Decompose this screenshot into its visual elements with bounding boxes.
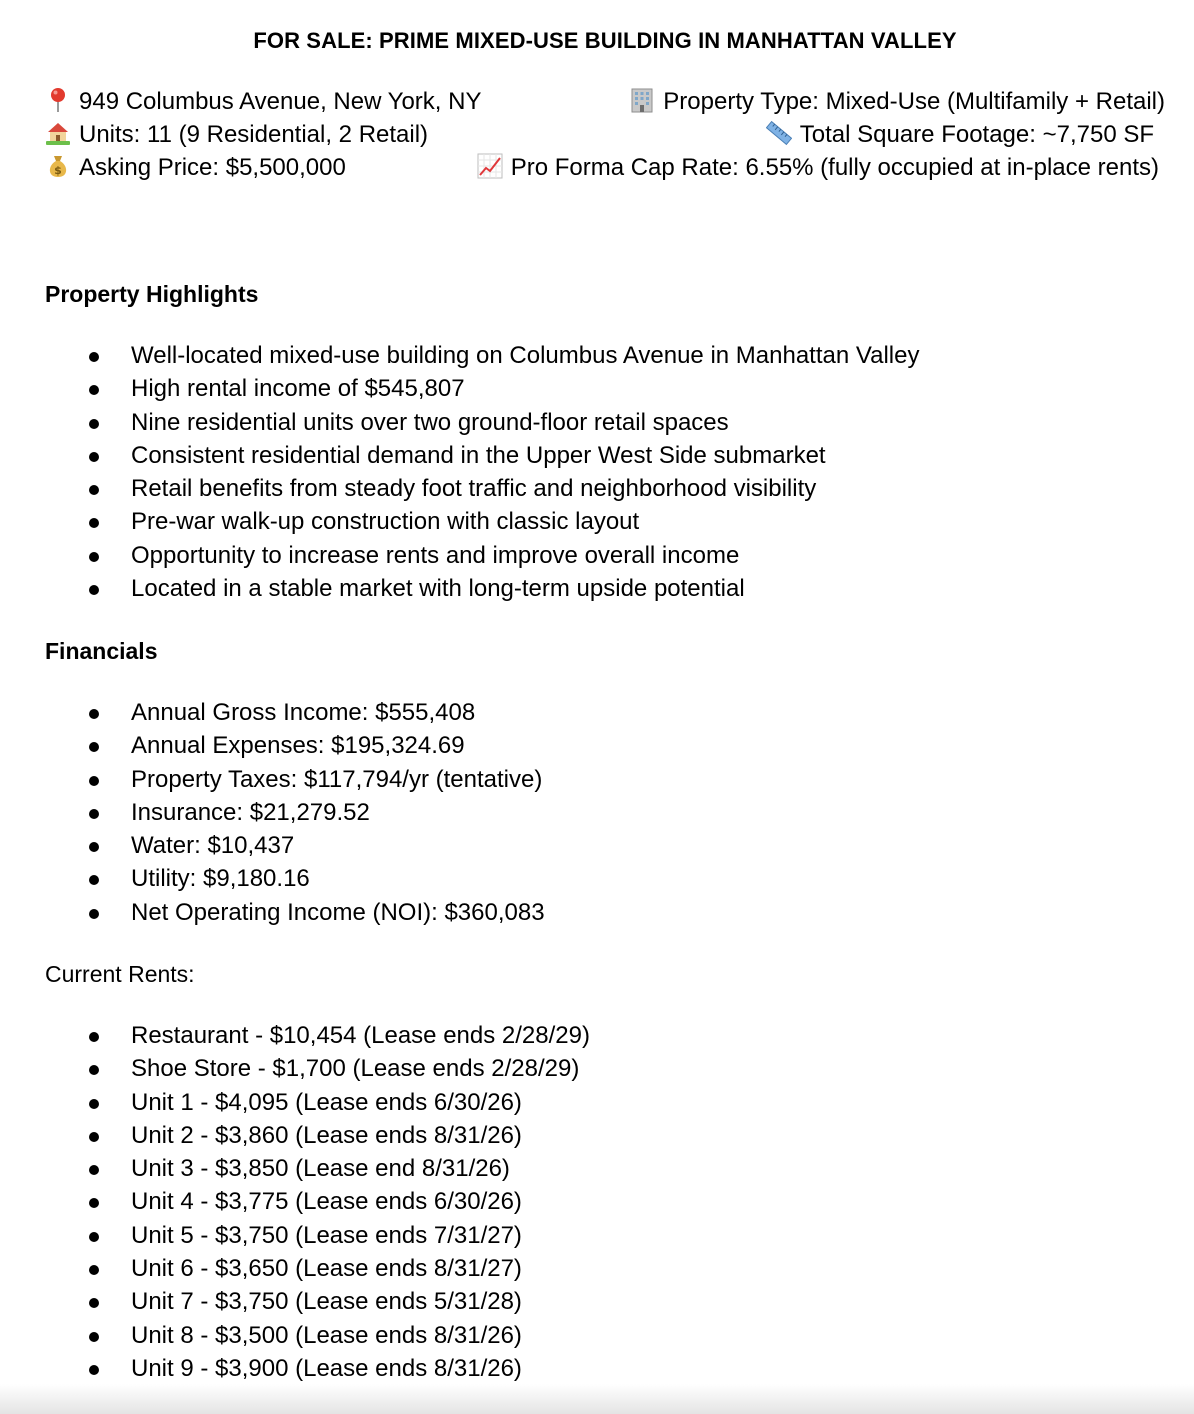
info-row-address-type <box>45 86 1165 118</box>
property-type-info <box>629 86 1165 118</box>
info-row-price-cap <box>45 152 1165 184</box>
units-info <box>45 119 428 151</box>
round-pushpin-icon <box>45 87 71 113</box>
page-title: FOR SALE: PRIME MIXED-USE BUILDING IN MANHATTAN VALLEY <box>253 28 957 53</box>
units-text: Units: 11 (9 Residential, 2 Retail) <box>79 121 429 148</box>
financials-heading: Financials <box>45 638 158 664</box>
square-footage-text: Total Square Footage: ~7,750 SF <box>799 121 1154 148</box>
asking-price-info <box>45 152 346 184</box>
chart-increasing-icon <box>477 153 503 179</box>
house-with-garden-icon <box>45 120 71 146</box>
office-building-icon <box>629 87 655 113</box>
square-footage-info <box>766 119 1154 151</box>
property-type-text: Property Type: Mixed-Use (Multifamily + Retail) <box>663 88 1165 115</box>
cap-rate-text: Pro Forma Cap Rate: 6.55% (fully occupied at in-place rents) <box>510 154 1159 181</box>
money-bag-icon <box>45 153 71 179</box>
info-row-units-sf <box>45 119 1165 151</box>
asking-price-text: Asking Price: $5,500,000 <box>79 154 346 181</box>
page-bottom-shadow <box>0 1384 1194 1414</box>
svg-text:$: $ <box>54 164 62 177</box>
straight-ruler-icon <box>766 120 792 146</box>
address-info <box>45 86 481 118</box>
current-rents-heading: Current Rents: <box>45 961 195 987</box>
highlights-heading: Property Highlights <box>45 281 259 307</box>
address-text: 949 Columbus Avenue, New York, NY <box>79 88 482 115</box>
cap-rate-info <box>477 152 1159 184</box>
